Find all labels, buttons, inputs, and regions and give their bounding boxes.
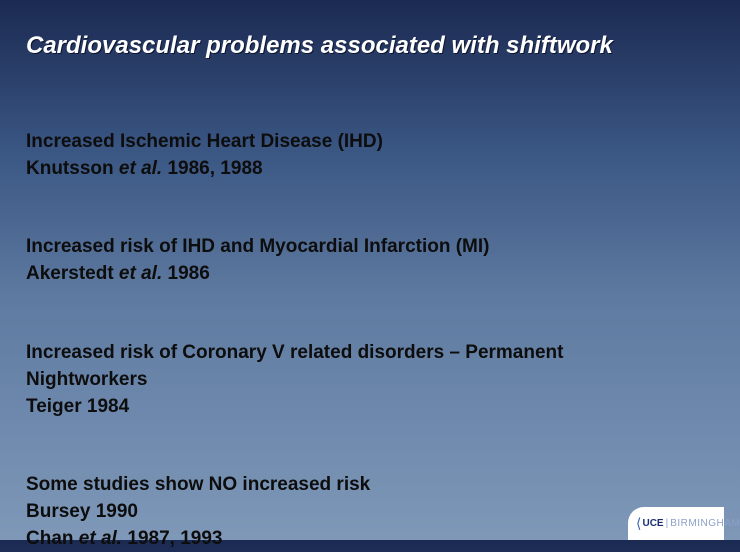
item-3-citation: Teiger 1984 <box>26 396 130 417</box>
logo-text: BIRMINGHAM <box>670 518 740 529</box>
citation-year: 1986 <box>162 263 210 284</box>
logo-swoosh-icon: ⟨ <box>636 515 642 531</box>
item-1-citation <box>26 156 263 182</box>
item-2-text: Increased risk of IHD and Myocardial Infarction (MI) <box>26 236 490 257</box>
citation-author: Knutsson <box>26 158 119 179</box>
slide-title: Cardiovascular problems associated with shiftwork <box>26 32 613 59</box>
item-3-text-cont: Nightworkers <box>26 369 148 390</box>
citation-year: 1986, 1988 <box>162 158 263 179</box>
logo-mark: UCE <box>642 518 664 529</box>
uce-birmingham-logo <box>628 507 740 540</box>
citation-author: Chan <box>26 528 79 549</box>
item-4-text: Some studies show NO increased risk <box>26 474 371 495</box>
citation-etal: et al. <box>118 158 163 179</box>
logo-separator: | <box>665 518 669 529</box>
item-3-text: Increased risk of Coronary V related disorders – Permanent <box>26 342 564 363</box>
item-4-citation-2 <box>26 526 222 552</box>
item-4-citation-1: Bursey 1990 <box>26 501 138 522</box>
citation-etal: et al. <box>78 528 123 549</box>
citation-year: 1987, 1993 <box>122 528 223 549</box>
item-2-citation <box>26 261 210 287</box>
citation-etal: et al. <box>118 263 163 284</box>
item-1-text: Increased Ischemic Heart Disease (IHD) <box>26 131 383 152</box>
citation-author: Akerstedt <box>26 263 119 284</box>
